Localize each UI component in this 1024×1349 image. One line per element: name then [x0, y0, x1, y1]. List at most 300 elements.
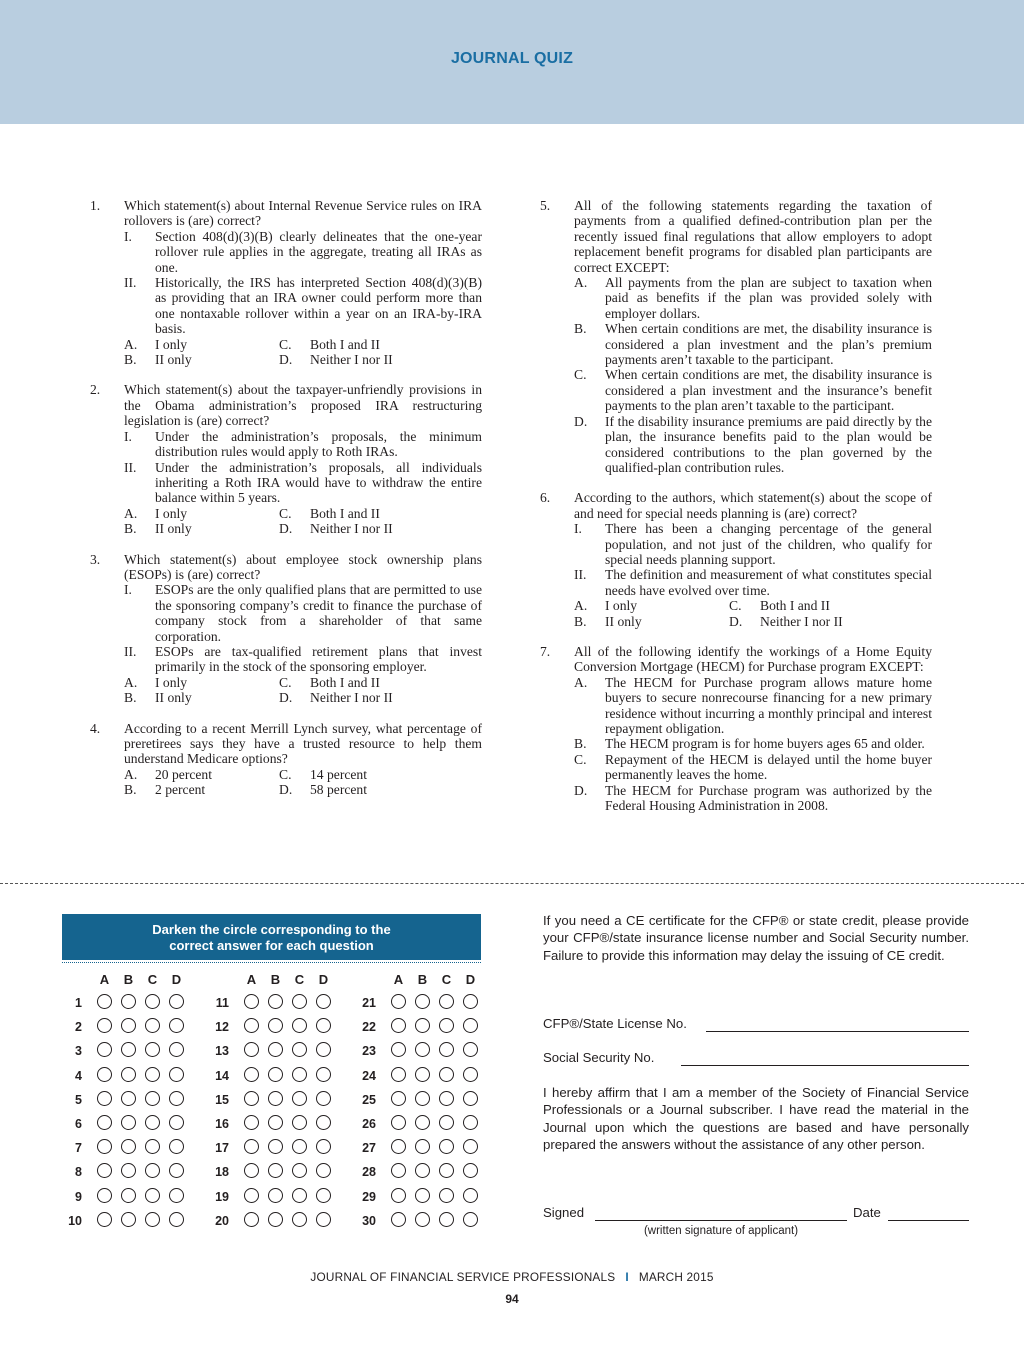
answer-bubble-d[interactable] [169, 1188, 184, 1203]
answer-option-row [124, 506, 482, 521]
statement-label: I. [124, 228, 132, 244]
answer-bubble-b[interactable] [268, 1115, 283, 1130]
answer-row-number: 21 [362, 996, 376, 1010]
answer-bubble-b[interactable] [121, 1091, 136, 1106]
answer-option-row [124, 690, 482, 705]
answer-bubble-c[interactable] [292, 1067, 307, 1082]
issue-date: MARCH 2015 [638, 1270, 714, 1284]
answer-bubble-b[interactable] [121, 1188, 136, 1203]
answer-row [356, 1187, 506, 1205]
statement-text: ESOPs are the only qualified plans that are permitted to use the sponsoring company’s credit to finance the purchase of company stock from a shareholder of that same corporation. [155, 582, 482, 644]
answer-option-text: 14 percent [310, 766, 367, 782]
license-number-line[interactable] [706, 1031, 969, 1032]
question-stem [90, 198, 482, 229]
question-2 [90, 382, 482, 536]
answer-bubble-b[interactable] [415, 1139, 430, 1154]
question-number: 7. [540, 643, 551, 659]
answer-row-number: 13 [215, 1044, 229, 1059]
statement-text: The HECM program is for home buyers ages 65 and older. [605, 736, 925, 752]
answer-bubble-d[interactable] [169, 994, 184, 1009]
statement-text: All payments from the plan are subject to taxation when paid as benefits if the plan was provided solely with employer dollars. [605, 275, 932, 321]
answer-options [124, 506, 482, 537]
answer-row [209, 1066, 359, 1084]
answer-bubble-a[interactable] [244, 1139, 259, 1154]
answer-bubble-b[interactable] [268, 1067, 283, 1082]
answer-bubble-c[interactable] [439, 1163, 454, 1178]
answer-bubble-c[interactable] [292, 1042, 307, 1057]
answer-option-row [124, 352, 482, 367]
question-text: All of the following identify the workings of a Home Equity Conversion Mortgage (HECM) for Purchase program EXCEPT: [574, 643, 932, 675]
ssn-label: Social Security No. [543, 1050, 655, 1065]
answer-option-row [124, 782, 482, 797]
answer-option-text: II only [155, 352, 192, 368]
answer-option-text: Neither I nor II [310, 352, 393, 368]
answer-option-label: A. [124, 766, 138, 782]
answer-bubble-b[interactable] [121, 1212, 136, 1227]
answer-row [209, 1138, 359, 1156]
answer-option-text: I only [155, 505, 188, 521]
answer-option-label: B. [124, 782, 137, 798]
statement-text: If the disability insurance premiums are paid directly by the plan, the insurance benefits paid to the plan would be considered contributions to the plan governed by the qualified-plan contribution rules. [605, 413, 932, 475]
answer-bubble-a[interactable] [97, 1067, 112, 1082]
answer-bubble-b[interactable] [415, 1091, 430, 1106]
answer-bubble-c[interactable] [439, 1188, 454, 1203]
question-statement [574, 675, 932, 737]
answer-bubble-c[interactable] [439, 1091, 454, 1106]
answer-option-label: A. [124, 674, 138, 690]
questions-right-column [540, 198, 932, 828]
answer-bubble-a[interactable] [244, 1188, 259, 1203]
answer-bubble-c[interactable] [439, 1067, 454, 1082]
answer-row [209, 993, 359, 1011]
answer-bubble-c[interactable] [439, 1115, 454, 1130]
answer-option [124, 506, 279, 521]
answer-bubble-d[interactable] [316, 1018, 331, 1033]
answer-bubble-c[interactable] [439, 1139, 454, 1154]
ce-certificate-note: If you need a CE certificate for the CFP® or state credit, please provide your CFP®/state insurance license number and Social Security number. Failure to provide this information may delay the issuing of CE credit. [543, 913, 969, 963]
answer-option-text: Neither I nor II [760, 613, 843, 629]
answer-bubble-b[interactable] [121, 994, 136, 1009]
answer-row-number: 15 [215, 1092, 229, 1107]
answer-bubble-d[interactable] [463, 1212, 478, 1227]
answer-option-text: I only [605, 598, 638, 614]
answer-bubble-b[interactable] [415, 1042, 430, 1057]
answer-bubble-d[interactable] [169, 1139, 184, 1154]
answer-row-number: 28 [362, 1165, 376, 1180]
answer-option-text: Both I and II [310, 505, 380, 521]
answer-option [574, 598, 729, 613]
question-5 [540, 198, 932, 475]
answer-bubble-d[interactable] [169, 1042, 184, 1057]
answer-bubble-a[interactable] [97, 1212, 112, 1227]
answer-option-label: C. [279, 505, 292, 521]
answer-option [279, 506, 434, 521]
answer-bubble-c[interactable] [145, 994, 160, 1009]
answer-bubble-c[interactable] [439, 1212, 454, 1227]
answer-bubble-a[interactable] [244, 1115, 259, 1130]
answer-row [62, 993, 212, 1011]
answer-bubble-c[interactable] [145, 1067, 160, 1082]
answer-bubble-d[interactable] [316, 1042, 331, 1057]
answer-option-text: II only [155, 521, 192, 537]
answer-letter: A [393, 972, 404, 987]
question-number: 3. [90, 551, 101, 567]
answer-row-number: 20 [215, 1213, 229, 1228]
statement-text: The HECM for Purchase program was authorized by the Federal Housing Administration in 2008. [605, 782, 932, 814]
answer-row [209, 1090, 359, 1108]
answer-row [62, 1066, 212, 1084]
answer-letter: D [465, 972, 476, 987]
answer-bubble-d[interactable] [169, 1067, 184, 1082]
answer-bubble-a[interactable] [391, 1212, 406, 1227]
answer-bubble-a[interactable] [391, 1042, 406, 1057]
answer-bubble-a[interactable] [97, 1188, 112, 1203]
questions-left-column [90, 198, 482, 813]
answer-row [62, 1090, 212, 1108]
answer-row-number: 4 [75, 1068, 82, 1083]
answer-option [124, 337, 279, 352]
statement-label: II. [124, 643, 137, 659]
page-number: 94 [505, 1292, 519, 1306]
answer-option [124, 352, 279, 367]
answer-row-number: 24 [362, 1068, 376, 1083]
answer-bubble-b[interactable] [415, 1067, 430, 1082]
question-text: Which statement(s) about employee stock ownership plans (ESOPs) is (are) correct? [124, 551, 482, 582]
answer-bubble-b[interactable] [415, 1212, 430, 1227]
date-line[interactable] [888, 1220, 969, 1221]
answer-bubble-b[interactable] [268, 1163, 283, 1178]
question-statement [574, 521, 932, 567]
answer-bubble-c[interactable] [145, 1018, 160, 1033]
answer-bubble-a[interactable] [97, 1163, 112, 1178]
statement-text: The definition and measurement of what constitutes special needs have evolved over time. [605, 567, 932, 598]
question-statement [574, 275, 932, 321]
answer-bubble-d[interactable] [169, 1163, 184, 1178]
answer-option [124, 675, 279, 690]
answer-option-label: D. [279, 782, 293, 798]
answer-bubble-a[interactable] [97, 1115, 112, 1130]
header-banner [0, 0, 1024, 124]
answer-row-number: 22 [362, 1020, 376, 1035]
answer-bubble-b[interactable] [415, 1018, 430, 1033]
answer-option-row [124, 675, 482, 690]
answer-option-label: B. [574, 613, 587, 629]
statement-label: I. [124, 582, 132, 598]
answer-option-text: II only [605, 613, 642, 629]
answer-bubble-d[interactable] [463, 1139, 478, 1154]
answer-bubble-c[interactable] [145, 1091, 160, 1106]
answer-bubble-a[interactable] [244, 1067, 259, 1082]
answer-row-number: 19 [215, 1189, 229, 1204]
answer-row-number: 3 [75, 1044, 82, 1059]
answer-bubble-a[interactable] [391, 1115, 406, 1130]
answer-bubble-d[interactable] [316, 994, 331, 1009]
license-number-label: CFP®/State License No. [543, 1016, 687, 1031]
answer-row [209, 1114, 359, 1132]
question-stem [90, 721, 482, 767]
answer-option-row [124, 337, 482, 352]
answer-row [356, 1066, 506, 1084]
ssn-field[interactable] [543, 1050, 969, 1068]
answer-row [209, 1211, 359, 1229]
answer-row-number: 10 [68, 1213, 82, 1228]
statement-text: Repayment of the HECM is delayed until the home buyer permanently leaves the home. [605, 751, 932, 783]
answer-bubble-c[interactable] [439, 1042, 454, 1057]
answer-bubble-b[interactable] [415, 994, 430, 1009]
answer-bubble-d[interactable] [169, 1212, 184, 1227]
answer-option-text: Both I and II [760, 598, 830, 614]
answer-bubble-d[interactable] [463, 1115, 478, 1130]
answer-bubble-b[interactable] [268, 1091, 283, 1106]
question-number: 4. [90, 720, 101, 736]
question-statement [574, 736, 932, 751]
answer-bubble-d[interactable] [169, 1091, 184, 1106]
answer-option-label: C. [729, 598, 742, 614]
answer-bubble-c[interactable] [145, 1139, 160, 1154]
answer-letter: B [417, 972, 428, 987]
answer-bubble-b[interactable] [121, 1115, 136, 1130]
answer-bubble-b[interactable] [268, 994, 283, 1009]
answer-row-number: 29 [362, 1189, 376, 1204]
answer-bubble-a[interactable] [391, 994, 406, 1009]
answer-options [124, 337, 482, 368]
statement-text: There has been a changing percentage of the general population, and not just of the children, who qualify for special needs planning support. [605, 521, 932, 567]
answer-row [356, 1017, 506, 1035]
statement-text: Under the administration’s proposals, all individuals inheriting a Roth IRA would have to withdraw the entire balance within 5 years. [155, 459, 482, 506]
answer-bubble-d[interactable] [463, 1163, 478, 1178]
answer-bubble-d[interactable] [316, 1091, 331, 1106]
answer-sheet-header [62, 914, 481, 960]
answer-bubble-a[interactable] [244, 1042, 259, 1057]
answer-letter: D [318, 972, 329, 987]
answer-letter: C [441, 972, 452, 987]
statement-text: The HECM for Purchase program allows mature home buyers to secure nonrecourse financing for a new primary residence without incurring a monthly principal and interest repayment obligation. [605, 674, 932, 736]
answer-bubble-a[interactable] [97, 994, 112, 1009]
statement-text: Under the administration’s proposals, the minimum distribution rules would apply to Roth IRAs. [155, 428, 482, 460]
answer-bubble-a[interactable] [244, 994, 259, 1009]
answer-bubble-c[interactable] [292, 1188, 307, 1203]
question-stem [540, 198, 932, 275]
answer-row-number: 25 [362, 1092, 376, 1107]
footer [0, 1270, 1024, 1284]
question-number: 6. [540, 490, 551, 506]
question-stem [540, 644, 932, 675]
signed-label: Signed [543, 1205, 585, 1220]
answer-bubble-c[interactable] [292, 1163, 307, 1178]
answer-bubble-a[interactable] [391, 1091, 406, 1106]
answer-row-number: 26 [362, 1117, 376, 1131]
answer-bubble-c[interactable] [145, 1042, 160, 1057]
answer-letters-header [62, 972, 212, 988]
answer-option-text: II only [155, 690, 192, 706]
answer-bubble-a[interactable] [97, 1139, 112, 1154]
answer-bubble-c[interactable] [145, 1115, 160, 1130]
answer-bubble-c[interactable] [292, 1091, 307, 1106]
answer-row [356, 1114, 506, 1132]
question-text: Which statement(s) about Internal Revenue Service rules on IRA rollovers is (are) correct? [124, 198, 482, 229]
answer-row-number: 23 [362, 1044, 376, 1059]
answer-bubble-d[interactable] [169, 1115, 184, 1130]
answer-bubble-c[interactable] [145, 1212, 160, 1227]
signature-caption: (written signature of applicant) [643, 1225, 799, 1237]
answer-bubble-a[interactable] [97, 1042, 112, 1057]
answer-bubble-b[interactable] [415, 1115, 430, 1130]
answer-bubble-b[interactable] [415, 1188, 430, 1203]
answer-option [729, 614, 884, 629]
answer-bubble-a[interactable] [391, 1188, 406, 1203]
answer-bubble-b[interactable] [121, 1042, 136, 1057]
answer-row [62, 1162, 212, 1180]
question-statement [574, 567, 932, 598]
answer-bubble-d[interactable] [463, 1067, 478, 1082]
page-title: JOURNAL QUIZ [450, 50, 574, 67]
answer-option-text: Both I and II [310, 674, 380, 690]
answer-bubble-c[interactable] [145, 1163, 160, 1178]
answer-option [279, 337, 434, 352]
answer-bubble-c[interactable] [145, 1188, 160, 1203]
answer-bubble-a[interactable] [391, 1163, 406, 1178]
answer-option-row [124, 521, 482, 536]
answer-row-number: 9 [75, 1189, 82, 1204]
answer-bubble-b[interactable] [121, 1018, 136, 1033]
answer-bubble-d[interactable] [169, 1018, 184, 1033]
answer-row [62, 1187, 212, 1205]
answer-bubble-a[interactable] [244, 1091, 259, 1106]
question-statement [574, 752, 932, 783]
statement-text: ESOPs are tax-qualified retirement plans that invest primarily in the stock of the sponsoring employer. [155, 643, 482, 675]
answer-option [729, 598, 884, 613]
answer-bubble-d[interactable] [316, 1139, 331, 1154]
question-text: Which statement(s) about the taxpayer-unfriendly provisions in the Obama administration’s proposed IRA restructuring legislation is (are) correct? [124, 382, 482, 429]
answer-bubble-c[interactable] [439, 994, 454, 1009]
answer-option-label: D. [279, 521, 293, 537]
answer-letters-header [209, 972, 359, 988]
answer-bubble-b[interactable] [268, 1042, 283, 1057]
answer-bubble-c[interactable] [292, 1115, 307, 1130]
question-number: 5. [540, 198, 551, 213]
answer-bubble-a[interactable] [97, 1091, 112, 1106]
signature-line[interactable] [595, 1220, 847, 1221]
answer-row-number: 16 [215, 1117, 229, 1131]
answer-bubble-b[interactable] [415, 1163, 430, 1178]
question-stem [90, 552, 482, 583]
answer-letter: A [246, 972, 257, 987]
answer-option-row [124, 767, 482, 782]
answer-bubble-c[interactable] [292, 994, 307, 1009]
answer-bubble-a[interactable] [391, 1139, 406, 1154]
answer-row [62, 1041, 212, 1059]
answer-row [356, 1162, 506, 1180]
statement-label: II. [124, 275, 137, 291]
answer-bubble-a[interactable] [244, 1212, 259, 1227]
answer-letter: C [147, 972, 158, 987]
statement-text: When certain conditions are met, the disability insurance is considered a plan investment and the insurance’s benefit payments to the plan aren’t taxable to the participant. [605, 367, 932, 414]
answer-bubble-d[interactable] [316, 1163, 331, 1178]
answer-bubble-d[interactable] [463, 1042, 478, 1057]
answer-bubble-b[interactable] [268, 1018, 283, 1033]
answer-row [209, 1041, 359, 1059]
answer-letter: D [171, 972, 182, 987]
answer-bubble-d[interactable] [463, 1091, 478, 1106]
answer-bubble-a[interactable] [244, 1163, 259, 1178]
question-statement [124, 582, 482, 644]
answer-bubble-b[interactable] [268, 1139, 283, 1154]
answer-bubble-d[interactable] [463, 994, 478, 1009]
answer-options [124, 675, 482, 706]
ssn-line[interactable] [681, 1065, 969, 1066]
answer-bubble-d[interactable] [463, 1188, 478, 1203]
answer-option [279, 767, 434, 782]
answer-bubble-c[interactable] [292, 1139, 307, 1154]
answer-bubble-b[interactable] [268, 1188, 283, 1203]
answer-bubble-b[interactable] [121, 1139, 136, 1154]
statement-label: A. [574, 674, 588, 690]
answer-option [279, 352, 434, 367]
answer-option-row [574, 614, 932, 629]
answer-bubble-d[interactable] [463, 1018, 478, 1033]
answer-option [279, 521, 434, 536]
answer-row [62, 1017, 212, 1035]
answer-bubble-c[interactable] [292, 1212, 307, 1227]
answer-row-number: 7 [75, 1141, 82, 1156]
answer-bubble-a[interactable] [391, 1018, 406, 1033]
question-statement [124, 229, 482, 275]
answer-bubble-c[interactable] [439, 1018, 454, 1033]
answer-option-text: 20 percent [155, 766, 212, 782]
statement-text: Historically, the IRS has interpreted Section 408(d)(3)(B) as providing that an IRA owner could perform more than one nontaxable rollover within a year on an IRA-by-IRA basis. [155, 275, 482, 337]
question-statement [574, 783, 932, 814]
answer-bubble-d[interactable] [316, 1212, 331, 1227]
answer-bubble-d[interactable] [316, 1188, 331, 1203]
answer-option-text: Both I and II [310, 336, 380, 352]
statement-label: B. [574, 736, 587, 752]
answer-row [209, 1187, 359, 1205]
answer-letter: B [123, 972, 134, 987]
question-text: According to a recent Merrill Lynch survey, what percentage of preretirees says they have a trusted resource to help them understand Medicare options? [124, 720, 482, 767]
answer-row-number: 6 [75, 1117, 82, 1131]
answer-bubble-d[interactable] [316, 1115, 331, 1130]
answer-option-label: D. [729, 613, 743, 629]
answer-option-label: B. [124, 521, 137, 537]
question-statement [574, 321, 932, 367]
answer-bubble-a[interactable] [391, 1067, 406, 1082]
answer-options [574, 598, 932, 629]
answer-option-row [574, 598, 932, 613]
statement-label: A. [574, 275, 588, 291]
signature-field[interactable] [543, 1205, 969, 1223]
answer-bubble-b[interactable] [121, 1163, 136, 1178]
answer-row-number: 17 [215, 1141, 229, 1156]
answer-option-text: Neither I nor II [310, 521, 393, 537]
answer-sheet-header-line2: correct answer for each question [169, 938, 374, 953]
statement-label: B. [574, 321, 587, 337]
answer-option-text: I only [155, 674, 188, 690]
statement-text: When certain conditions are met, the disability insurance is considered a plan investment and the plan’s premium payments aren’t taxable to the participant. [605, 321, 932, 368]
license-number-field[interactable] [543, 1016, 969, 1034]
question-statement [574, 367, 932, 413]
answer-bubble-d[interactable] [316, 1067, 331, 1082]
statement-label: D. [574, 782, 588, 798]
answer-bubble-a[interactable] [244, 1018, 259, 1033]
answer-row-number: 27 [362, 1141, 376, 1156]
answer-option-label: B. [124, 690, 137, 706]
answer-bubble-a[interactable] [97, 1018, 112, 1033]
answer-bubble-c[interactable] [292, 1018, 307, 1033]
answer-bubble-b[interactable] [121, 1067, 136, 1082]
journal-name: JOURNAL OF FINANCIAL SERVICE PROFESSIONALS [310, 1270, 616, 1284]
question-statement [124, 460, 482, 506]
answer-bubble-b[interactable] [268, 1212, 283, 1227]
